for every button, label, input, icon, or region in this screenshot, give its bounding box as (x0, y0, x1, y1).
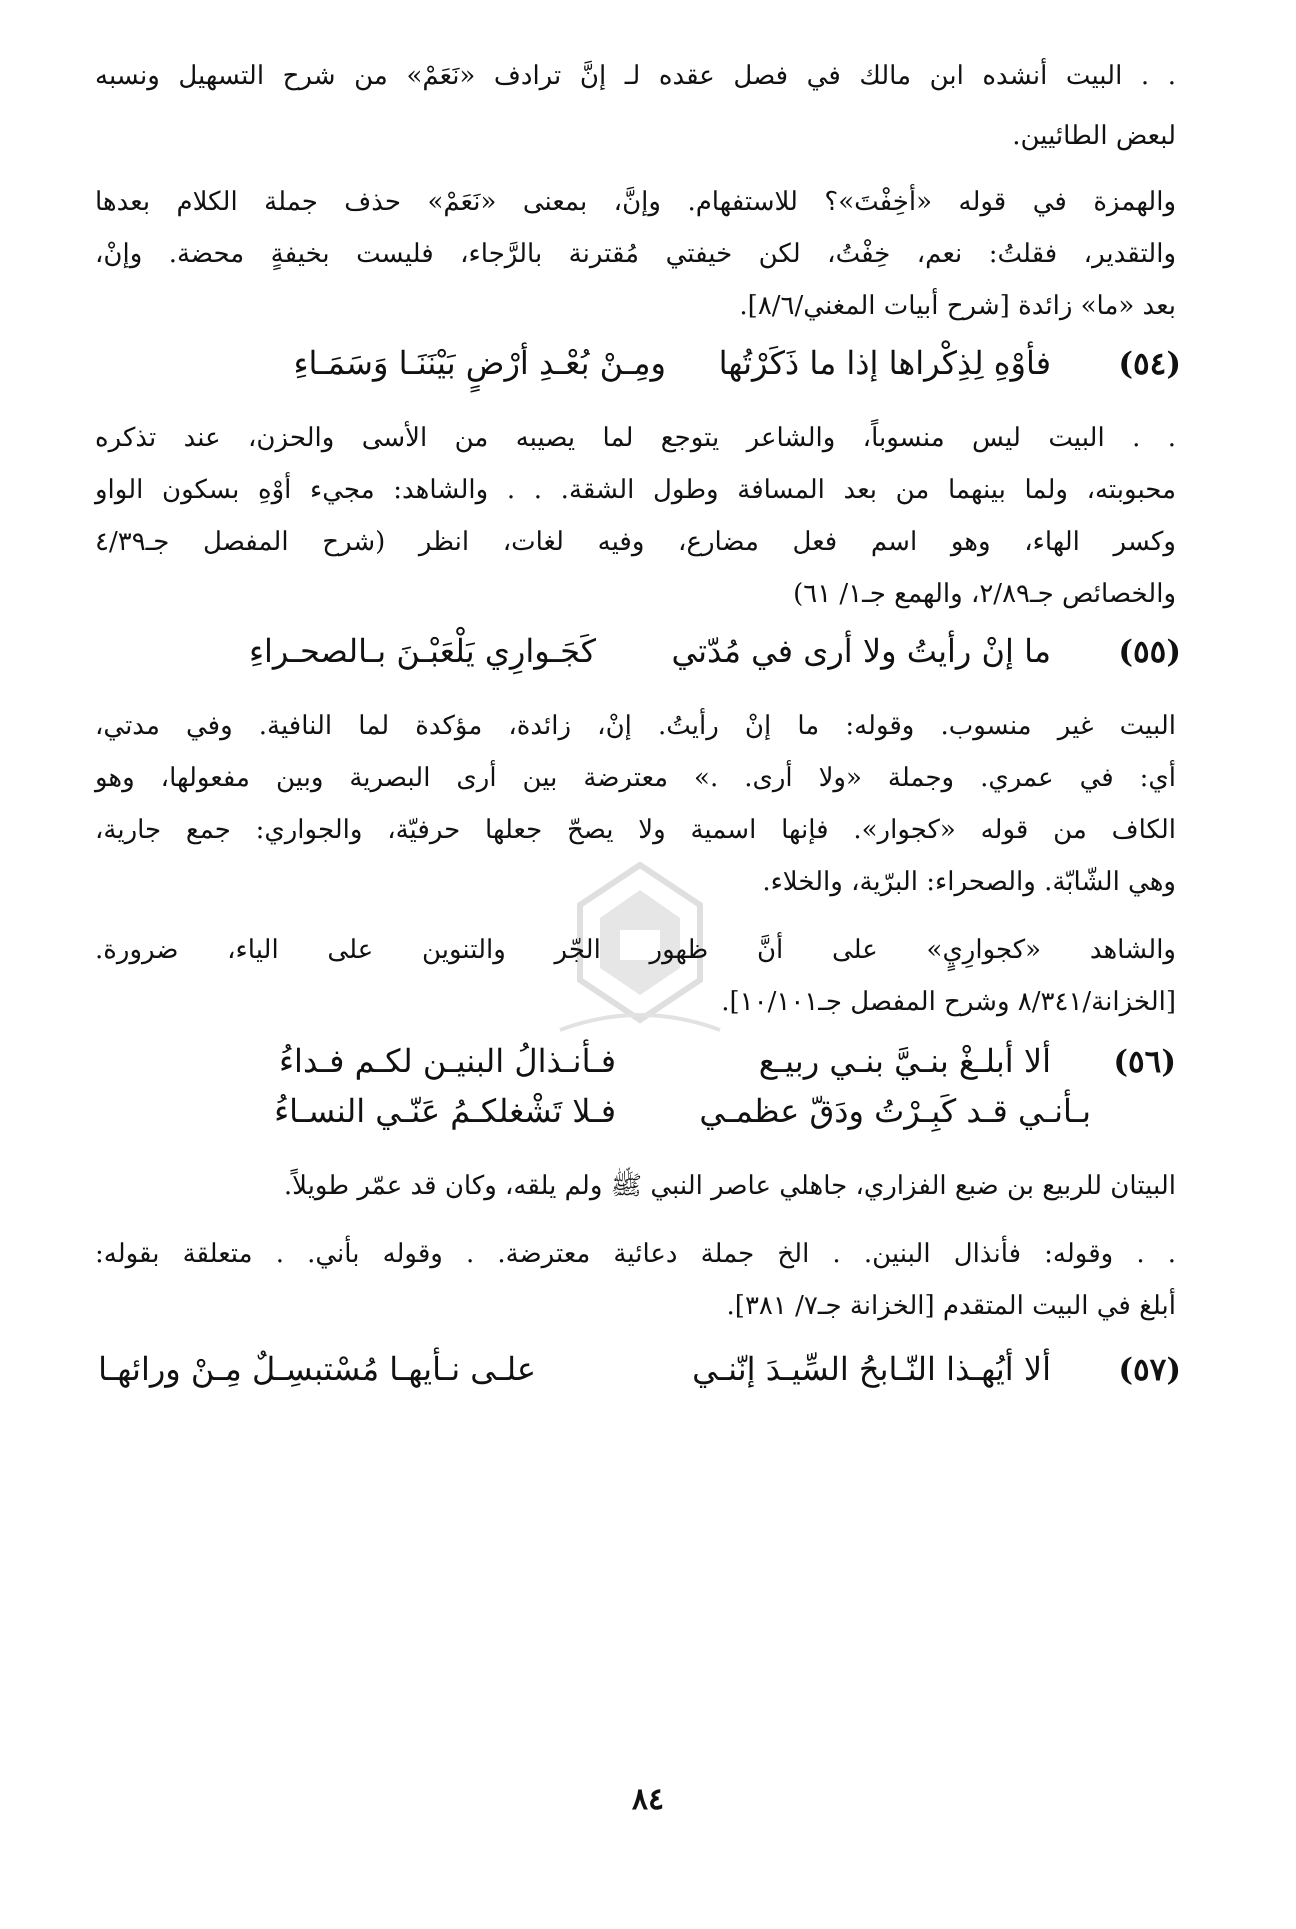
text-line: وهي الشّابّة. والصحراء: البرّية، والخلاء. (762, 867, 1176, 897)
text-line: البيتان للربيع بن ضبع الفزاري، جاهلي عاصر النبي ﷺ ولم يلقه، وكان قد عمّر طويلاً. (283, 1171, 1176, 1201)
text-line: وكسر الهاء، وهو اسم فعل مضارع، وفيه لغات، انظر (شرح المفصل جـ٤/٣٩ (95, 527, 1176, 557)
text-line: والخصائص جـ٢/٨٩، والهمع جـ١/ ٦١) (793, 579, 1176, 609)
text-line: . . البيت ليس منسوباً، والشاعر يتوجع لما يصيبه من الأسى والحزن، عند تذكره (95, 423, 1176, 453)
text-line: والشاهد «كجوارِيٍ» على أنَّ ظهور الجّر والتنوين على الياء، ضرورة. (95, 935, 1176, 965)
text-line: والتقدير، فقلتُ: نعم، خِفْتُ، لكن خيفتي مُقترنة بالرَّجاء، فليست بخيفةٍ محضة. وإنْ، (95, 239, 1176, 269)
verse-number: (٥٤) (1118, 346, 1181, 382)
verse-first-hemistich: ألا أبلـغْ بنـيَّ بنـي ربيـع (758, 1042, 1051, 1080)
verse-second-hemistich: فـأنـذالُ البنيـن لكـم فـداءُ (279, 1042, 616, 1080)
verse-first-hemistich: بـأنـي قـد كَبِـرْتُ ودَقّ عظمـي (699, 1092, 1091, 1130)
text-line: بعد «ما» زائدة [شرح أبيات المغني/٨/٦]. (739, 291, 1176, 321)
verse-second-hemistich: ومِـنْ بُعْـدِ أرْضٍ بَيْنَنَـا وَسَمَـاءِ (293, 344, 666, 382)
verse-number: (٥٧) (1118, 1352, 1181, 1388)
text-line: [الخزانة/٨/٣٤١ وشرح المفصل جـ١٠/١٠١]. (721, 987, 1176, 1017)
verse-first-hemistich: ألا أيُهـذا النّـابحُ السِّيـدَ إنّنـي (692, 1350, 1051, 1388)
verse-first-hemistich: فأوْهِ لِذِكْراها إذا ما ذَكَرْتُها (718, 344, 1051, 382)
verse-number: (٥٦) (1113, 1044, 1176, 1080)
text-line: والهمزة في قوله «أخِفْتَ»؟ للاستفهام. وإنَّ، بمعنى «نَعَمْ» حذف جملة الكلام بعدها (95, 187, 1176, 217)
text-line: البيت غير منسوب. وقوله: ما إنْ رأيتُ. إنْ، زائدة، مؤكدة لما النافية. وفي مدتي، (95, 711, 1176, 741)
verse-second-hemistich: علـى نـأيهـا مُسْتبسِـلٌ مِـنْ ورائهـا (98, 1350, 536, 1388)
text-line: . . وقوله: فأنذال البنين. . الخ جملة دعائية معترضة. . وقوله بأني. . متعلقة بقوله: (95, 1239, 1176, 1269)
verse-first-hemistich: ما إنْ رأيتُ ولا أرى في مُدّتي (671, 632, 1051, 670)
text-line: الكاف من قوله «كجوار». فإنها اسمية ولا يصحّ جعلها حرفيّة، والجواري: جمع جارية، (95, 815, 1176, 845)
text-line: أبلغ في البيت المتقدم [الخزانة جـ٧/ ٣٨١]. (726, 1291, 1176, 1321)
verse-second-hemistich: كَجَـوارِي يَلْعَبْـنَ بـالصحـراءِ (248, 632, 596, 670)
page-number: ٨٤ (631, 1782, 665, 1817)
verse-second-hemistich: فـلا تَشْغلكـمُ عَنّـي النسـاءُ (274, 1092, 616, 1130)
text-line: لبعض الطائيين. (1012, 121, 1176, 151)
text-line: . . البيت أنشده ابن مالك في فصل عقده لـ إنَّ ترادف «نَعَمْ» من شرح التسهيل ونسبه (95, 61, 1176, 91)
text-line: محبوبته، ولما بينهما من بعد المسافة وطول الشقة. . . والشاهد: مجيء أوْهِ بسكون الواو (95, 475, 1176, 505)
verse-number: (٥٥) (1118, 634, 1181, 670)
text-line: أي: في عمري. وجملة «ولا أرى. .» معترضة بين أرى البصرية وبين مفعولها، وهو (95, 763, 1176, 793)
